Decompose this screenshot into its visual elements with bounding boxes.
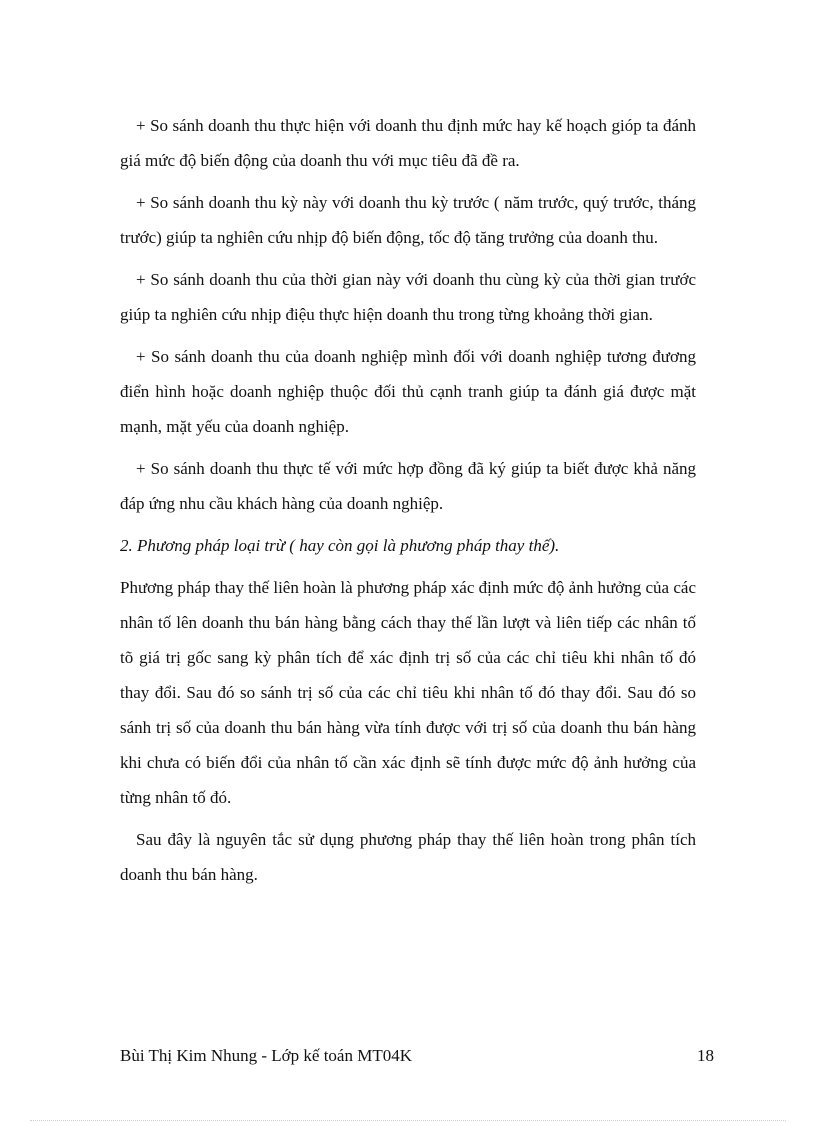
comparison-paragraph-4: + So sánh doanh thu của doanh nghiệp mình đối với doanh nghiệp tương đương điển hình hoặc doanh nghiệp thuộc đối thủ cạnh tranh giúp ta đánh giá được mặt mạnh, mặt yếu của doanh nghiệp. xyxy=(120,347,696,436)
page-footer xyxy=(120,1046,714,1066)
method-paragraph: Phương pháp thay thế liên hoàn là phương pháp xác định mức độ ảnh hưởng của các nhân tố lên doanh thu bán hàng bằng cách thay thế lần lượt và liên tiếp các nhân tố tõ giá trị gốc sang kỳ phân tích để xác định trị số của các chỉ tiêu khi nhân tố đó thay đổi. Sau đó so sánh trị số của các chỉ tiêu khi nhân tố đó thay đổi. Sau đó so sánh trị số của doanh thu bán hàng vừa tính được với trị số của doanh thu bán hàng khi chưa có biến đổi của nhân tố cần xác định sẽ tính được mức độ ảnh hưởng của từng nhân tố đó. xyxy=(120,578,696,807)
page-bottom-divider xyxy=(30,1120,786,1121)
footer-author: Bùi Thị Kim Nhung - Lớp kế toán MT04K xyxy=(120,1046,412,1065)
page-number: 18 xyxy=(697,1046,714,1065)
comparison-paragraph-5: + So sánh doanh thu thực tế với mức hợp đồng đã ký giúp ta biết được khả năng đáp ứng nhu cầu khách hàng của doanh nghiệp. xyxy=(120,459,696,513)
comparison-paragraph-3: + So sánh doanh thu của thời gian này với doanh thu cùng kỳ của thời gian trước giúp ta nghiên cứu nhịp điệu thực hiện doanh thu trong từng khoảng thời gian. xyxy=(120,270,696,324)
closing-paragraph: Sau đây là nguyên tắc sử dụng phương pháp thay thế liên hoàn trong phân tích doanh thu bán hàng. xyxy=(120,830,696,884)
section-heading: 2. Phương pháp loại trừ ( hay còn gọi là phương pháp thay thế). xyxy=(120,536,560,555)
comparison-paragraph-1: + So sánh doanh thu thực hiện với doanh thu định mức hay kế hoạch gióp ta đánh giá mức độ biến động của doanh thu với mục tiêu đã đề ra. xyxy=(120,116,696,170)
document-body xyxy=(120,108,696,899)
comparison-paragraph-2: + So sánh doanh thu kỳ này với doanh thu kỳ trước ( năm trước, quý trước, tháng trước) giúp ta nghiên cứu nhịp độ biến động, tốc độ tăng trưởng của doanh thu. xyxy=(120,193,696,247)
